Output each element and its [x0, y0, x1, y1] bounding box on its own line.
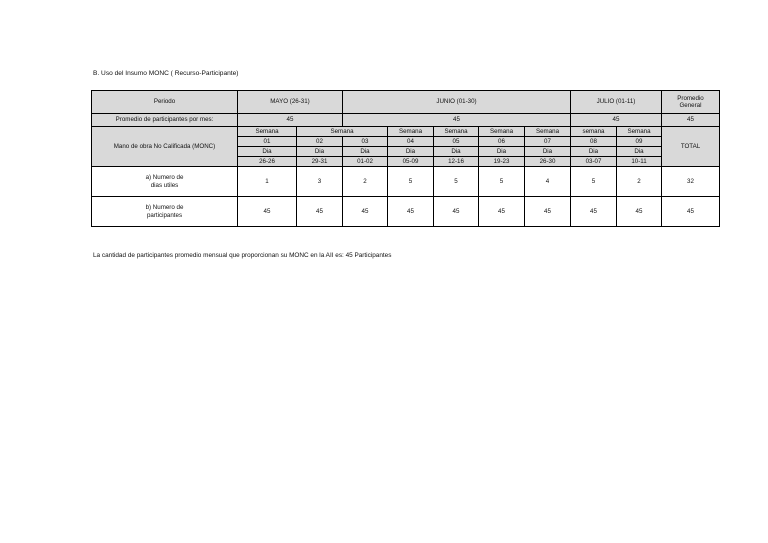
promedio-general-line1: Promedio — [677, 94, 704, 102]
promedio-general-value: 45 — [662, 114, 720, 127]
week-number: 04 — [388, 137, 434, 147]
promedio-julio: 45 — [571, 114, 662, 127]
week-number: 06 — [479, 137, 525, 147]
day-range: 26-26 — [238, 157, 297, 167]
semana-row — [92, 127, 720, 137]
monc-label: Mano de obra No Calificada (MONC) — [92, 127, 238, 167]
dias-label-line2: dias utiles — [150, 181, 179, 189]
dia-label: Dia — [388, 147, 434, 157]
semana-label: Semana — [525, 127, 571, 137]
monc-table — [91, 90, 720, 227]
dias-label-line1: a) Numero de — [145, 174, 184, 182]
promedio-mayo: 45 — [238, 114, 343, 127]
total-label: TOTAL — [662, 127, 720, 167]
week-number: 08 — [571, 137, 617, 147]
semana-label: Semana — [617, 127, 662, 137]
semana-label: Semana — [297, 127, 388, 137]
promedio-general-line2: General — [679, 102, 702, 109]
section-title: B. Uso del Insumo MONC ( Recurso-Participante) — [93, 70, 239, 77]
week-number: 01 — [238, 137, 297, 147]
dia-label: Dia — [525, 147, 571, 157]
semana-label: Semana — [388, 127, 434, 137]
participantes-label — [92, 197, 238, 227]
week-number: 07 — [525, 137, 571, 147]
participantes-label-line2: participantes — [146, 211, 183, 219]
participantes-value: 45 — [434, 197, 479, 227]
semana-label: semana — [571, 127, 617, 137]
day-range: 12-16 — [434, 157, 479, 167]
day-range: 29-31 — [297, 157, 343, 167]
participantes-value: 45 — [525, 197, 571, 227]
julio-header: JULIO (01-11) — [571, 91, 662, 114]
participantes-value: 45 — [479, 197, 525, 227]
dias-total: 32 — [662, 167, 720, 197]
dias-value: 5 — [571, 167, 617, 197]
participantes-value: 45 — [238, 197, 297, 227]
junio-header: JUNIO (01-30) — [343, 91, 571, 114]
dias-value: 5 — [434, 167, 479, 197]
dia-label: Dia — [617, 147, 662, 157]
dias-utiles-row — [92, 167, 720, 197]
participantes-value: 45 — [388, 197, 434, 227]
dias-value: 2 — [343, 167, 388, 197]
periodo-label: Periodo — [92, 91, 238, 114]
participantes-value: 45 — [343, 197, 388, 227]
dias-value: 5 — [388, 167, 434, 197]
participantes-value: 45 — [571, 197, 617, 227]
day-range: 03-07 — [571, 157, 617, 167]
promedio-general-header — [662, 91, 720, 114]
promedio-junio: 45 — [343, 114, 571, 127]
dia-label: Dia — [297, 147, 343, 157]
day-range: 26-30 — [525, 157, 571, 167]
participantes-label-line1: b) Numero de — [145, 204, 184, 212]
day-range: 01-02 — [343, 157, 388, 167]
promedio-label: Promedio de participantes por mes: — [92, 114, 238, 127]
dias-value: 5 — [479, 167, 525, 197]
week-number: 02 — [297, 137, 343, 147]
dia-label: Dia — [343, 147, 388, 157]
semana-label: Semana — [434, 127, 479, 137]
semana-label: Semana — [238, 127, 297, 137]
dias-value: 4 — [525, 167, 571, 197]
participantes-row — [92, 197, 720, 227]
dia-label: Dia — [571, 147, 617, 157]
dias-value: 2 — [617, 167, 662, 197]
promedio-row — [92, 114, 720, 127]
participantes-value: 45 — [617, 197, 662, 227]
day-range: 10-11 — [617, 157, 662, 167]
mayo-header: MAYO (26-31) — [238, 91, 343, 114]
dias-value: 1 — [238, 167, 297, 197]
dia-label: Dia — [434, 147, 479, 157]
week-number: 05 — [434, 137, 479, 147]
footnote: La cantidad de participantes promedio mensual que proporcionan su MONC en la AII es: 45 Participantes — [93, 252, 392, 259]
dia-label: Dia — [479, 147, 525, 157]
participantes-value: 45 — [297, 197, 343, 227]
header-row — [92, 91, 720, 114]
semana-label: Semana — [479, 127, 525, 137]
day-range: 19-23 — [479, 157, 525, 167]
week-number: 03 — [343, 137, 388, 147]
dia-label: Dia — [238, 147, 297, 157]
participantes-total: 45 — [662, 197, 720, 227]
dias-utiles-label — [92, 167, 238, 197]
dias-value: 3 — [297, 167, 343, 197]
day-range: 05-09 — [388, 157, 434, 167]
week-number: 09 — [617, 137, 662, 147]
